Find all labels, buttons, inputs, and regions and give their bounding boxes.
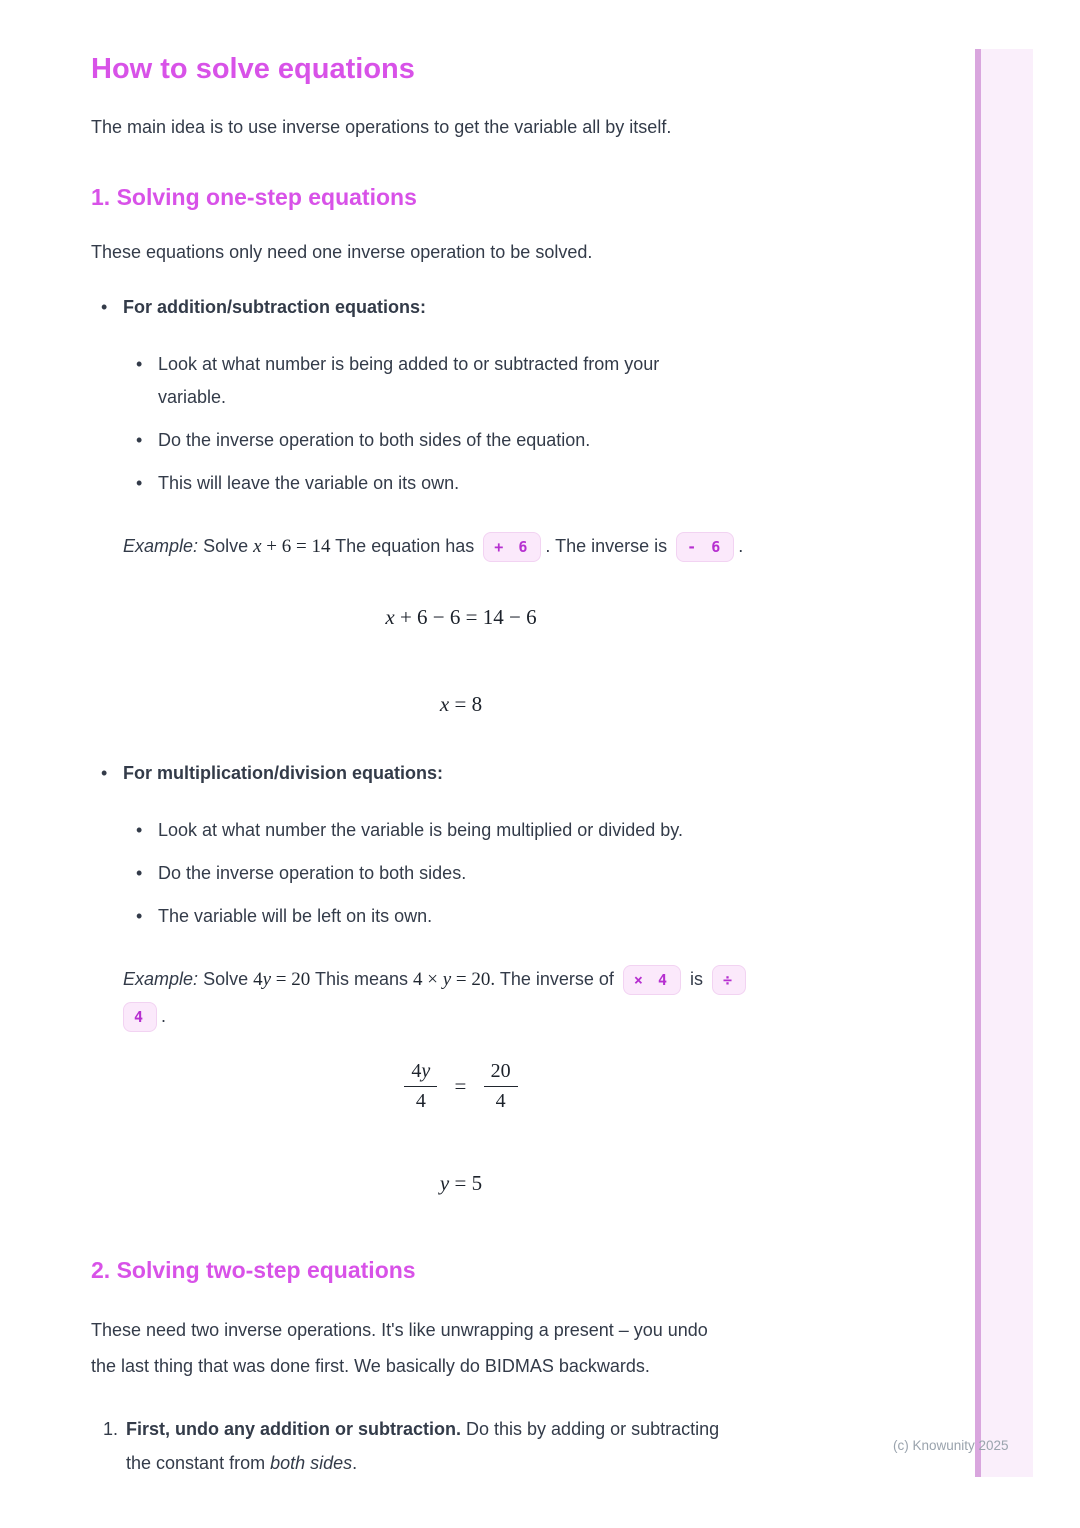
example-text: . (738, 536, 744, 556)
copyright-watermark: (c) Knowunity 2025 (893, 1438, 1009, 1453)
inline-math: 4y = 20 (253, 969, 311, 990)
bullet-icon (91, 348, 158, 414)
sub-bullet-text: Do the inverse operation to both sides of the equation. (158, 430, 591, 450)
section-1-intro: These equations only need one inverse operation to be solved. (91, 242, 593, 262)
bullet-mul-div (91, 761, 831, 786)
page-title: How to solve equations (91, 53, 415, 85)
example-text: The inverse of (499, 969, 614, 989)
sub-bullet-text: This will leave the variable on its own. (158, 473, 460, 493)
bullet-icon (91, 424, 158, 457)
example-line-1 (123, 961, 831, 998)
document-content (91, 52, 831, 1480)
inline-math: 4 × y = 20. (413, 969, 496, 990)
sidebar-panel (981, 49, 1033, 1477)
bullet-icon (91, 295, 123, 320)
step-line-2: the constant from both sides. (126, 1453, 358, 1473)
inline-code-plus-6: + 6 (483, 532, 541, 562)
example-mul-div (123, 961, 831, 1034)
equation-result: y = 5 (439, 1171, 483, 1195)
section-2-intro-line-2: the last thing that was done first. We basically do BIDMAS backwards. (91, 1356, 650, 1376)
example-label: Example: (123, 969, 199, 989)
bullet-add-sub (91, 295, 831, 320)
equation-step: x + 6 − 6 = 14 − 6 (385, 605, 537, 629)
intro-paragraph: The main idea is to use inverse operations to get the variable all by itself. (91, 117, 672, 137)
section-2-intro-line-1: These need two inverse operations. It's like unwrapping a present – you undo (91, 1320, 708, 1340)
bullet-icon (91, 900, 158, 933)
bullet-mul-div-label: For multiplication/division equations: (123, 763, 444, 783)
bullet-icon (91, 814, 158, 847)
sub-bullet (91, 348, 831, 414)
example-text: Solve (203, 536, 249, 556)
sub-bullet-text: variable. (158, 387, 227, 407)
equals-sign: = (454, 1074, 467, 1098)
sub-bullet-text: Do the inverse operation to both sides. (158, 863, 467, 883)
inline-code-divide-symbol: ÷ (712, 965, 746, 995)
bullet-icon (91, 467, 158, 500)
example-text: Solve (203, 969, 249, 989)
numbered-step-1 (91, 1412, 831, 1480)
sub-bullet (91, 424, 831, 457)
sub-bullet (91, 900, 831, 933)
sub-bullet (91, 857, 831, 890)
section-2-heading: 2. Solving two-step equations (91, 1257, 416, 1283)
bullet-icon (91, 857, 158, 890)
example-text: This means (314, 969, 408, 989)
section-2-intro (91, 1312, 831, 1384)
equation-result: x = 8 (439, 692, 483, 716)
inline-code-times-4: × 4 (623, 965, 681, 995)
sub-bullet-text: The variable will be left on its own. (158, 906, 433, 926)
fraction-left: $\frac{4y}{4}$ (404, 1060, 437, 1113)
step-line-1: First, undo any addition or subtraction. Do this by adding or subtracting (126, 1419, 720, 1439)
fraction-right: $\frac{20}{4}$ (484, 1060, 518, 1113)
sub-bullet (91, 467, 831, 500)
inline-math: x + 6 = 14 (253, 536, 331, 557)
example-line-2 (123, 998, 831, 1034)
inline-code-divide-4: 4 (123, 1002, 157, 1032)
example-add-sub (123, 528, 831, 565)
section-1-heading: 1. Solving one-step equations (91, 184, 417, 210)
equation-fraction (91, 1060, 831, 1113)
example-label: Example: (123, 536, 199, 556)
example-text: . (161, 1006, 167, 1026)
inline-code-minus-6: - 6 (676, 532, 734, 562)
example-text: . The inverse is (545, 536, 668, 556)
bullet-icon (91, 761, 123, 786)
step-number: 1. (103, 1419, 119, 1439)
sub-bullet-text: Look at what number the variable is being multiplied or divided by. (158, 820, 683, 840)
sub-bullet (91, 814, 831, 847)
bullet-add-sub-label: For addition/subtraction equations: (123, 297, 426, 317)
sub-bullet-text: Look at what number is being added to or subtracted from your (158, 354, 660, 374)
example-text: The equation has (335, 536, 475, 556)
example-text: is (690, 969, 704, 989)
